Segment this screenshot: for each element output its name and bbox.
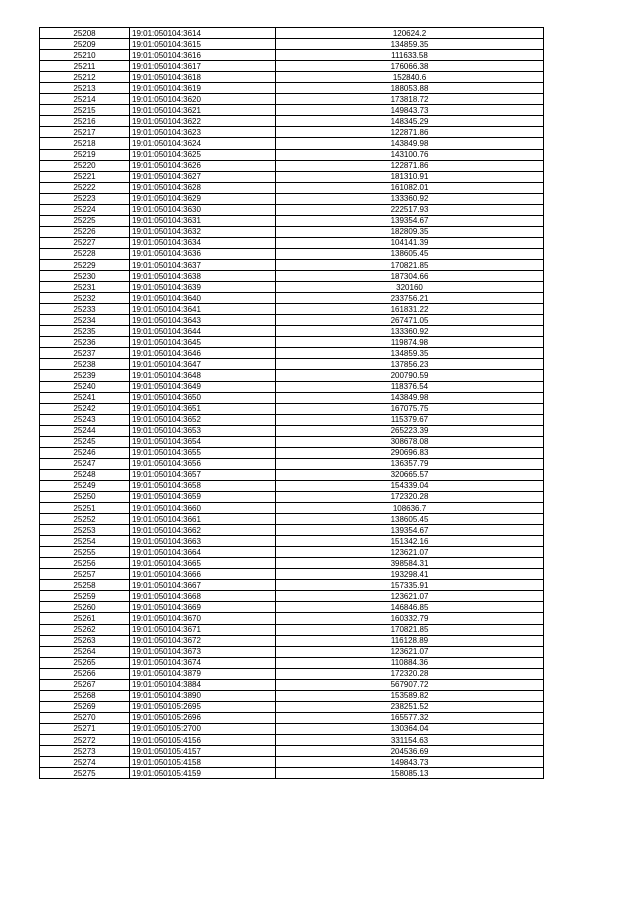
row-number-cell: 25234 xyxy=(40,315,130,326)
row-number-cell: 25224 xyxy=(40,204,130,215)
value-cell: 161831.22 xyxy=(276,304,544,315)
value-cell: 146846.85 xyxy=(276,602,544,613)
value-cell: 160332.79 xyxy=(276,613,544,624)
cadastral-number-cell: 19:01:050105:2700 xyxy=(130,723,276,734)
row-number-cell: 25230 xyxy=(40,271,130,282)
table-row xyxy=(40,469,544,480)
row-number-cell: 25257 xyxy=(40,569,130,580)
row-number-cell: 25263 xyxy=(40,635,130,646)
table-row xyxy=(40,381,544,392)
cadastral-number-cell: 19:01:050104:3667 xyxy=(130,580,276,591)
row-number-cell: 25248 xyxy=(40,469,130,480)
table-row xyxy=(40,315,544,326)
value-cell: 152840.6 xyxy=(276,72,544,83)
table-row xyxy=(40,28,544,39)
cadastral-number-cell: 19:01:050104:3638 xyxy=(130,271,276,282)
cadastral-number-cell: 19:01:050105:4157 xyxy=(130,746,276,757)
value-cell: 170821.85 xyxy=(276,624,544,635)
cadastral-number-cell: 19:01:050104:3627 xyxy=(130,171,276,182)
cadastral-number-cell: 19:01:050104:3655 xyxy=(130,447,276,458)
value-cell: 130364.04 xyxy=(276,723,544,734)
row-number-cell: 25249 xyxy=(40,480,130,491)
row-number-cell: 25261 xyxy=(40,613,130,624)
value-cell: 181310.91 xyxy=(276,171,544,182)
value-cell: 204536.69 xyxy=(276,746,544,757)
row-number-cell: 25242 xyxy=(40,403,130,414)
row-number-cell: 25274 xyxy=(40,757,130,768)
table-row xyxy=(40,149,544,160)
cadastral-number-cell: 19:01:050104:3629 xyxy=(130,193,276,204)
cadastral-number-cell: 19:01:050104:3634 xyxy=(130,237,276,248)
cadastral-number-cell: 19:01:050104:3670 xyxy=(130,613,276,624)
cadastral-number-cell: 19:01:050105:4159 xyxy=(130,768,276,779)
table-row xyxy=(40,436,544,447)
row-number-cell: 25216 xyxy=(40,116,130,127)
value-cell: 138605.45 xyxy=(276,514,544,525)
value-cell: 139354.67 xyxy=(276,215,544,226)
cadastral-number-cell: 19:01:050104:3616 xyxy=(130,50,276,61)
value-cell: 567907.72 xyxy=(276,679,544,690)
cadastral-number-cell: 19:01:050104:3660 xyxy=(130,503,276,514)
row-number-cell: 25232 xyxy=(40,293,130,304)
table-row xyxy=(40,646,544,657)
cadastral-number-cell: 19:01:050104:3668 xyxy=(130,591,276,602)
cadastral-number-cell: 19:01:050104:3623 xyxy=(130,127,276,138)
cadastral-number-cell: 19:01:050104:3669 xyxy=(130,602,276,613)
cadastral-number-cell: 19:01:050104:3674 xyxy=(130,657,276,668)
table-row xyxy=(40,50,544,61)
value-cell: 153589.82 xyxy=(276,690,544,701)
value-cell: 308678.08 xyxy=(276,436,544,447)
cadastral-number-cell: 19:01:050104:3639 xyxy=(130,282,276,293)
row-number-cell: 25208 xyxy=(40,28,130,39)
row-number-cell: 25233 xyxy=(40,304,130,315)
row-number-cell: 25262 xyxy=(40,624,130,635)
cadastral-number-cell: 19:01:050104:3661 xyxy=(130,514,276,525)
value-cell: 170821.85 xyxy=(276,259,544,270)
row-number-cell: 25220 xyxy=(40,160,130,171)
cadastral-number-cell: 19:01:050104:3618 xyxy=(130,72,276,83)
cadastral-number-cell: 19:01:050104:3671 xyxy=(130,624,276,635)
value-cell: 123621.07 xyxy=(276,547,544,558)
cadastral-number-cell: 19:01:050104:3614 xyxy=(130,28,276,39)
row-number-cell: 25240 xyxy=(40,381,130,392)
table-row xyxy=(40,282,544,293)
row-number-cell: 25217 xyxy=(40,127,130,138)
table-row xyxy=(40,525,544,536)
value-cell: 267471.05 xyxy=(276,315,544,326)
row-number-cell: 25226 xyxy=(40,226,130,237)
value-cell: 122871.86 xyxy=(276,127,544,138)
value-cell: 167075.75 xyxy=(276,403,544,414)
value-cell: 115379.67 xyxy=(276,414,544,425)
cadastral-number-cell: 19:01:050104:3617 xyxy=(130,61,276,72)
cadastral-number-cell: 19:01:050104:3624 xyxy=(130,138,276,149)
cadastral-number-cell: 19:01:050105:4156 xyxy=(130,735,276,746)
row-number-cell: 25255 xyxy=(40,547,130,558)
cadastral-number-cell: 19:01:050105:2695 xyxy=(130,701,276,712)
cadastral-number-cell: 19:01:050104:3664 xyxy=(130,547,276,558)
cadastral-number-cell: 19:01:050104:3662 xyxy=(130,525,276,536)
row-number-cell: 25247 xyxy=(40,458,130,469)
row-number-cell: 25223 xyxy=(40,193,130,204)
table-row xyxy=(40,127,544,138)
value-cell: 134859.35 xyxy=(276,348,544,359)
value-cell: 158085.13 xyxy=(276,768,544,779)
value-cell: 320665.57 xyxy=(276,469,544,480)
table-row xyxy=(40,304,544,315)
table-row xyxy=(40,580,544,591)
cadastral-number-cell: 19:01:050104:3637 xyxy=(130,259,276,270)
table-row xyxy=(40,248,544,259)
value-cell: 149843.73 xyxy=(276,757,544,768)
value-cell: 182809.35 xyxy=(276,226,544,237)
value-cell: 139354.67 xyxy=(276,525,544,536)
cadastral-number-cell: 19:01:050104:3648 xyxy=(130,370,276,381)
cadastral-number-cell: 19:01:050104:3632 xyxy=(130,226,276,237)
row-number-cell: 25252 xyxy=(40,514,130,525)
row-number-cell: 25236 xyxy=(40,337,130,348)
value-cell: 118376.54 xyxy=(276,381,544,392)
row-number-cell: 25221 xyxy=(40,171,130,182)
table-row xyxy=(40,271,544,282)
cadastral-number-cell: 19:01:050104:3657 xyxy=(130,469,276,480)
row-number-cell: 25244 xyxy=(40,425,130,436)
cadastral-number-cell: 19:01:050104:3879 xyxy=(130,668,276,679)
table-row xyxy=(40,514,544,525)
cadastral-number-cell: 19:01:050104:3619 xyxy=(130,83,276,94)
value-cell: 149843.73 xyxy=(276,105,544,116)
table-row xyxy=(40,547,544,558)
row-number-cell: 25235 xyxy=(40,326,130,337)
table-row xyxy=(40,425,544,436)
table-row xyxy=(40,536,544,547)
table-row xyxy=(40,226,544,237)
table-row xyxy=(40,105,544,116)
value-cell: 133360.92 xyxy=(276,326,544,337)
row-number-cell: 25215 xyxy=(40,105,130,116)
cadastral-number-cell: 19:01:050104:3651 xyxy=(130,403,276,414)
row-number-cell: 25237 xyxy=(40,348,130,359)
table-row xyxy=(40,613,544,624)
cadastral-number-cell: 19:01:050104:3643 xyxy=(130,315,276,326)
value-cell: 120624.2 xyxy=(276,28,544,39)
table-row xyxy=(40,458,544,469)
row-number-cell: 25228 xyxy=(40,248,130,259)
row-number-cell: 25264 xyxy=(40,646,130,657)
row-number-cell: 25266 xyxy=(40,668,130,679)
value-cell: 165577.32 xyxy=(276,712,544,723)
value-cell: 104141.39 xyxy=(276,237,544,248)
value-cell: 143849.98 xyxy=(276,138,544,149)
table-row xyxy=(40,138,544,149)
cadastral-number-cell: 19:01:050104:3630 xyxy=(130,204,276,215)
row-number-cell: 25209 xyxy=(40,39,130,50)
table-row xyxy=(40,569,544,580)
cadastral-number-cell: 19:01:050105:4158 xyxy=(130,757,276,768)
table-row xyxy=(40,602,544,613)
value-cell: 110884.36 xyxy=(276,657,544,668)
value-cell: 133360.92 xyxy=(276,193,544,204)
row-number-cell: 25271 xyxy=(40,723,130,734)
row-number-cell: 25214 xyxy=(40,94,130,105)
row-number-cell: 25251 xyxy=(40,503,130,514)
table-row xyxy=(40,72,544,83)
table-row xyxy=(40,337,544,348)
row-number-cell: 25250 xyxy=(40,491,130,502)
table-row xyxy=(40,293,544,304)
row-number-cell: 25219 xyxy=(40,149,130,160)
row-number-cell: 25210 xyxy=(40,50,130,61)
table-row xyxy=(40,182,544,193)
value-cell: 238251.52 xyxy=(276,701,544,712)
value-cell: 172320.28 xyxy=(276,668,544,679)
value-cell: 331154.63 xyxy=(276,735,544,746)
row-number-cell: 25275 xyxy=(40,768,130,779)
value-cell: 200790.59 xyxy=(276,370,544,381)
cadastral-number-cell: 19:01:050104:3654 xyxy=(130,436,276,447)
value-cell: 148345.29 xyxy=(276,116,544,127)
table-row xyxy=(40,370,544,381)
table-row xyxy=(40,215,544,226)
value-cell: 161082.01 xyxy=(276,182,544,193)
table-row xyxy=(40,591,544,602)
cadastral-number-cell: 19:01:050104:3625 xyxy=(130,149,276,160)
cadastral-number-cell: 19:01:050104:3650 xyxy=(130,392,276,403)
value-cell: 111633.58 xyxy=(276,50,544,61)
table-row xyxy=(40,558,544,569)
row-number-cell: 25267 xyxy=(40,679,130,690)
cadastral-number-cell: 19:01:050104:3652 xyxy=(130,414,276,425)
table-row xyxy=(40,746,544,757)
row-number-cell: 25229 xyxy=(40,259,130,270)
cadastral-number-cell: 19:01:050104:3622 xyxy=(130,116,276,127)
value-cell: 265223.39 xyxy=(276,425,544,436)
table-row xyxy=(40,94,544,105)
value-cell: 320160 xyxy=(276,282,544,293)
table-row xyxy=(40,403,544,414)
value-cell: 188053.88 xyxy=(276,83,544,94)
cadastral-value-table xyxy=(39,27,544,779)
cadastral-number-cell: 19:01:050104:3656 xyxy=(130,458,276,469)
table-row xyxy=(40,668,544,679)
table-row xyxy=(40,768,544,779)
cadastral-number-cell: 19:01:050104:3647 xyxy=(130,359,276,370)
table-row xyxy=(40,83,544,94)
row-number-cell: 25265 xyxy=(40,657,130,668)
row-number-cell: 25272 xyxy=(40,735,130,746)
value-cell: 123621.07 xyxy=(276,646,544,657)
table-row xyxy=(40,679,544,690)
table-row xyxy=(40,116,544,127)
row-number-cell: 25258 xyxy=(40,580,130,591)
table-row xyxy=(40,414,544,425)
cadastral-number-cell: 19:01:050104:3666 xyxy=(130,569,276,580)
value-cell: 154339.04 xyxy=(276,480,544,491)
table-row xyxy=(40,160,544,171)
cadastral-number-cell: 19:01:050104:3626 xyxy=(130,160,276,171)
row-number-cell: 25225 xyxy=(40,215,130,226)
value-cell: 143100.76 xyxy=(276,149,544,160)
table-row xyxy=(40,39,544,50)
row-number-cell: 25256 xyxy=(40,558,130,569)
table-row xyxy=(40,392,544,403)
value-cell: 176066.38 xyxy=(276,61,544,72)
value-cell: 122871.86 xyxy=(276,160,544,171)
row-number-cell: 25239 xyxy=(40,370,130,381)
value-cell: 123621.07 xyxy=(276,591,544,602)
cadastral-number-cell: 19:01:050104:3628 xyxy=(130,182,276,193)
row-number-cell: 25259 xyxy=(40,591,130,602)
row-number-cell: 25241 xyxy=(40,392,130,403)
cadastral-number-cell: 19:01:050104:3641 xyxy=(130,304,276,315)
table-row xyxy=(40,701,544,712)
table-row xyxy=(40,480,544,491)
value-cell: 173818.72 xyxy=(276,94,544,105)
cadastral-number-cell: 19:01:050104:3659 xyxy=(130,491,276,502)
cadastral-number-cell: 19:01:050104:3673 xyxy=(130,646,276,657)
cadastral-number-cell: 19:01:050104:3644 xyxy=(130,326,276,337)
table-row xyxy=(40,635,544,646)
cadastral-number-cell: 19:01:050104:3636 xyxy=(130,248,276,259)
value-cell: 398584.31 xyxy=(276,558,544,569)
cadastral-number-cell: 19:01:050104:3621 xyxy=(130,105,276,116)
row-number-cell: 25212 xyxy=(40,72,130,83)
value-cell: 290696.83 xyxy=(276,447,544,458)
value-cell: 187304.66 xyxy=(276,271,544,282)
cadastral-number-cell: 19:01:050104:3665 xyxy=(130,558,276,569)
cadastral-number-cell: 19:01:050104:3620 xyxy=(130,94,276,105)
value-cell: 222517.93 xyxy=(276,204,544,215)
cadastral-number-cell: 19:01:050104:3631 xyxy=(130,215,276,226)
value-cell: 136357.79 xyxy=(276,458,544,469)
value-cell: 134859.35 xyxy=(276,39,544,50)
row-number-cell: 25268 xyxy=(40,690,130,701)
row-number-cell: 25245 xyxy=(40,436,130,447)
cadastral-number-cell: 19:01:050104:3658 xyxy=(130,480,276,491)
value-cell: 233756.21 xyxy=(276,293,544,304)
row-number-cell: 25238 xyxy=(40,359,130,370)
table-row xyxy=(40,690,544,701)
table-row xyxy=(40,447,544,458)
row-number-cell: 25213 xyxy=(40,83,130,94)
row-number-cell: 25260 xyxy=(40,602,130,613)
row-number-cell: 25269 xyxy=(40,701,130,712)
row-number-cell: 25227 xyxy=(40,237,130,248)
table-body xyxy=(40,28,544,779)
table-row xyxy=(40,171,544,182)
row-number-cell: 25253 xyxy=(40,525,130,536)
row-number-cell: 25270 xyxy=(40,712,130,723)
table-row xyxy=(40,259,544,270)
row-number-cell: 25273 xyxy=(40,746,130,757)
table-row xyxy=(40,735,544,746)
value-cell: 193298.41 xyxy=(276,569,544,580)
table-row xyxy=(40,491,544,502)
table-row xyxy=(40,723,544,734)
value-cell: 119874.98 xyxy=(276,337,544,348)
value-cell: 143849.98 xyxy=(276,392,544,403)
cadastral-number-cell: 19:01:050104:3663 xyxy=(130,536,276,547)
table-row xyxy=(40,359,544,370)
table-row xyxy=(40,348,544,359)
cadastral-number-cell: 19:01:050104:3653 xyxy=(130,425,276,436)
cadastral-number-cell: 19:01:050104:3646 xyxy=(130,348,276,359)
cadastral-number-cell: 19:01:050104:3615 xyxy=(130,39,276,50)
value-cell: 108636.7 xyxy=(276,503,544,514)
row-number-cell: 25231 xyxy=(40,282,130,293)
row-number-cell: 25222 xyxy=(40,182,130,193)
value-cell: 138605.45 xyxy=(276,248,544,259)
row-number-cell: 25243 xyxy=(40,414,130,425)
table-row xyxy=(40,757,544,768)
cadastral-number-cell: 19:01:050104:3649 xyxy=(130,381,276,392)
row-number-cell: 25218 xyxy=(40,138,130,149)
table-row xyxy=(40,712,544,723)
table-row xyxy=(40,237,544,248)
table-row xyxy=(40,193,544,204)
table-row xyxy=(40,61,544,72)
table-row xyxy=(40,204,544,215)
value-cell: 157335.91 xyxy=(276,580,544,591)
row-number-cell: 25246 xyxy=(40,447,130,458)
value-cell: 172320.28 xyxy=(276,491,544,502)
cadastral-number-cell: 19:01:050104:3672 xyxy=(130,635,276,646)
row-number-cell: 25211 xyxy=(40,61,130,72)
row-number-cell: 25254 xyxy=(40,536,130,547)
cadastral-number-cell: 19:01:050104:3890 xyxy=(130,690,276,701)
cadastral-number-cell: 19:01:050105:2696 xyxy=(130,712,276,723)
table-row xyxy=(40,624,544,635)
cadastral-number-cell: 19:01:050104:3884 xyxy=(130,679,276,690)
value-cell: 116128.89 xyxy=(276,635,544,646)
cadastral-number-cell: 19:01:050104:3640 xyxy=(130,293,276,304)
table-row xyxy=(40,326,544,337)
value-cell: 137856.23 xyxy=(276,359,544,370)
table-row xyxy=(40,657,544,668)
value-cell: 151342.16 xyxy=(276,536,544,547)
cadastral-number-cell: 19:01:050104:3645 xyxy=(130,337,276,348)
table-row xyxy=(40,503,544,514)
